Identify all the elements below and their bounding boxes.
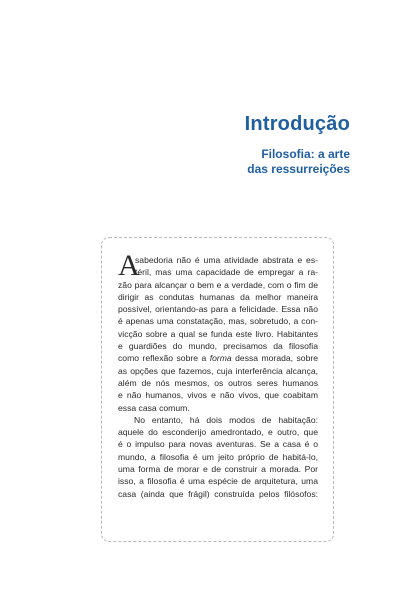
page-title: Introdução bbox=[244, 113, 350, 135]
text-line: além de nós mesmos, os outros seres humanos bbox=[118, 377, 318, 388]
text-line: sabedoria não é uma atividade abstrata e es- bbox=[135, 255, 318, 265]
text-line: as opções que fazemos, cuja interferência alcança, bbox=[118, 365, 318, 376]
text-line: téril, mas uma capacidade de empregar a ra- bbox=[135, 267, 318, 278]
paragraph-2 bbox=[118, 414, 318, 500]
chapter-subtitle bbox=[247, 147, 350, 177]
subtitle-line-1: Filosofia: a arte bbox=[261, 147, 350, 161]
text-line: e não humanos, vivos e não vivos, que coabitam bbox=[118, 390, 318, 401]
text-line: vicção sobre a qual se funda este livro. Habitantes bbox=[118, 328, 318, 339]
drop-cap-letter: A bbox=[118, 249, 140, 282]
text-line: e guardiões do mundo, precisamos da filosofia bbox=[118, 341, 318, 352]
text-line: é o impulso para novas aventuras. Se a casa é o bbox=[118, 439, 318, 450]
text-line: mundo, a filosofia é um jeito próprio de habitá-lo, bbox=[118, 451, 318, 462]
text-line: possível, orientando-as para a felicidade. Essa não bbox=[118, 304, 318, 315]
text-line: zão para alcançar o bem e a verdade, com o fim de bbox=[118, 279, 318, 290]
body-text bbox=[118, 249, 318, 500]
text-fragment: como reflexão sobre a bbox=[118, 353, 210, 364]
text-line: No entanto, há dois modos de habitação: bbox=[134, 414, 318, 425]
text-line: isso, a filosofia é uma espécie de arquitetura, uma bbox=[118, 476, 318, 487]
text-line: casa (ainda que frágil) construída pelos filósofos: bbox=[118, 488, 318, 499]
emphasized-word: forma bbox=[209, 353, 232, 364]
text-line: aquele do esconderijo amedrontado, e outro, que bbox=[118, 427, 318, 438]
text-line: essa casa comum. bbox=[118, 402, 190, 413]
text-fragment: dessa morada, sobre bbox=[231, 353, 318, 364]
text-line: é apenas uma constatação, mas, sobretudo, a con- bbox=[118, 316, 318, 327]
subtitle-line-2: das ressurreições bbox=[247, 162, 350, 176]
text-line bbox=[118, 352, 318, 364]
text-line: uma forma de morar e de construir a morada. Por bbox=[118, 464, 318, 475]
paragraph-1 bbox=[118, 249, 318, 414]
text-line: dirigir as condutas humanas da melhor maneira bbox=[118, 291, 318, 302]
